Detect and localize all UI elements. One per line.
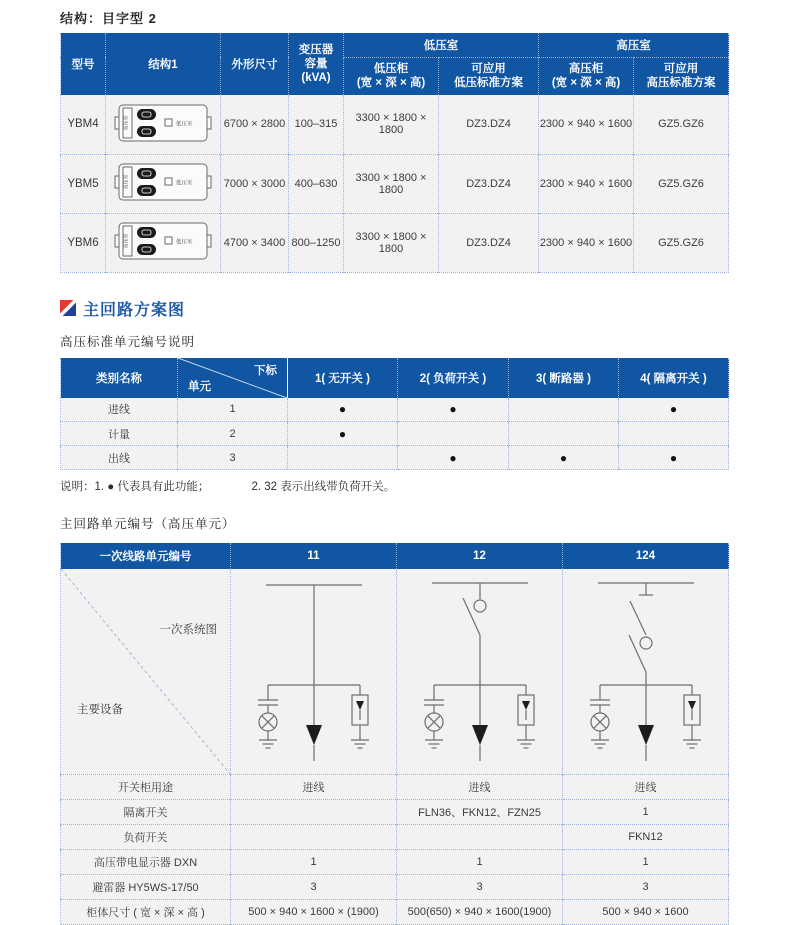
function-dot: ● [619,446,729,470]
col-header-lv-scheme [439,57,539,95]
hv-scheme-line2: 高压标准方案 [646,77,716,90]
capacity-line1: 变压器 [298,44,334,56]
category-value: 计量 [61,422,178,446]
col-header-unit-11: 11 [231,543,397,569]
one-line-diagram-12 [397,569,563,775]
function-dot: ● [398,398,509,422]
capacity-value: 100–315 [289,95,344,154]
structure-label-hv: 高压室 [123,174,130,190]
col-header-unit-12: 12 [397,543,563,569]
substation-topview-icon [113,160,213,204]
row-label: 负荷开关 [61,825,231,850]
cell-value: 1 [563,850,729,875]
hv-cabinet-line1: 高压柜 [568,63,604,76]
col-header-dimensions: 外形尺寸 [221,33,289,95]
lv-scheme-value: DZ3.DZ4 [439,154,539,213]
cell-value: 进线 [397,775,563,800]
hv-cabinet-value: 2300 × 940 × 1600 [539,213,634,272]
hv-cabinet-line2: (宽 × 深 × 高) [551,77,621,90]
table-row [61,775,729,800]
row-label: 开关柜用途 [61,775,231,800]
cell-value: 3 [231,875,397,900]
cell-value: 1 [397,850,563,875]
function-dot: ● [398,446,509,470]
section-title: 主回路方案图 [83,301,186,319]
function-dot [619,422,729,446]
capacity-value: 800–1250 [289,213,344,272]
function-dot: ● [288,422,398,446]
hv-scheme-value: GZ5.GZ6 [634,95,729,154]
cell-value: 1 [563,800,729,825]
cell-value: 3 [563,875,729,900]
unit-number: 3 [178,446,288,470]
row-label: 高压带电显示器 DXN [61,850,231,875]
unit-number: 1 [178,398,288,422]
cell-value [231,800,397,825]
dimensions-value: 7000 × 3000 [221,154,289,213]
lv-cabinet-line2: (宽 × 深 × 高) [356,77,426,90]
col-header-capacity [289,33,344,95]
dimensions-value: 6700 × 2800 [221,95,289,154]
hv-scheme-value: GZ5.GZ6 [634,213,729,272]
table-row [61,398,729,422]
label-main-equipment: 主要设备 [77,704,123,716]
diagonal-header-cell [178,358,288,398]
diagonal-label-unit: 单元 [188,380,211,393]
diagram-row [61,569,729,775]
label-system-diagram: 一次系统图 [159,624,217,636]
cell-value [231,825,397,850]
hv-scheme-line1: 可应用 [663,63,699,76]
cell-value: FKN12 [563,825,729,850]
dimensions-value: 4700 × 3400 [221,213,289,272]
cell-value: 进线 [563,775,729,800]
structure-diagram-cell [106,154,221,213]
col-header-hv-cabinet [539,57,634,95]
function-dot: ● [619,398,729,422]
col-header-structure: 结构1 [106,33,221,95]
table-row [61,154,729,213]
row-label: 柜体尺寸 ( 宽 × 深 × 高 ) [61,900,231,925]
unit-number: 2 [178,422,288,446]
capacity-value: 400–630 [289,154,344,213]
cell-value: 1 [231,850,397,875]
table-row [61,825,729,850]
capacity-line3: (kVA) [301,72,331,84]
circuit-diagram-124-icon [563,569,729,771]
cell-value: FLN36、FKN12、FZN25 [397,800,563,825]
model-spec-table [60,33,729,273]
cell-value: 500 × 940 × 1600 × (1900) [231,900,397,925]
note-item-1: 说明：1. ● 代表具有此功能； [60,481,210,493]
col-header-lv-cabinet [344,57,439,95]
notes-line [60,478,728,494]
table-row [61,446,729,470]
structure-label-lv: 低压室 [176,239,193,246]
one-line-diagram-124 [563,569,729,775]
group-header-lv-room: 低压室 [344,33,539,57]
hv-numbering-heading: 高压标准单元编号说明 [60,334,196,349]
capacity-line2: 容量 [304,58,328,70]
cell-value: 500 × 940 × 1600 [563,900,729,925]
structure-diagram-cell [106,95,221,154]
table-row [61,800,729,825]
category-value: 出线 [61,446,178,470]
col-header-breaker: 3( 断路器 ) [509,358,619,398]
table-row [61,213,729,272]
structure-label-lv: 低压室 [176,121,193,128]
cell-value: 500(650) × 940 × 1600(1900) [397,900,563,925]
lv-scheme-line2: 低压标准方案 [454,77,523,90]
one-line-diagram-11 [231,569,397,775]
section-marker-icon [60,300,76,316]
lv-cabinet-value: 3300 × 1800 × 1800 [344,213,439,272]
section-header [60,297,728,320]
diagonal-label-subscript: 下标 [254,364,277,377]
function-dot [288,446,398,470]
lv-scheme-value: DZ3.DZ4 [439,95,539,154]
note-item-2: 2. 32 表示出线带负荷开关。 [251,481,396,493]
structure-heading: 结构：目字型 2 [60,11,157,26]
diagram-corner-cell [61,569,231,775]
row-label: 避雷器 HY5WS-17/50 [61,875,231,900]
table-row [61,850,729,875]
substation-topview-icon [113,101,213,145]
circuit-heading: 主回路单元编号（高压单元） [60,517,236,531]
diagonal-divider [61,569,230,774]
circuit-unit-table [60,543,729,925]
hv-cabinet-value: 2300 × 940 × 1600 [539,154,634,213]
function-dot [509,398,619,422]
col-header-no-switch: 1( 无开关 ) [288,358,398,398]
model-name: YBM5 [61,154,106,213]
hv-cabinet-value: 2300 × 940 × 1600 [539,95,634,154]
function-dot: ● [288,398,398,422]
substation-topview-icon [113,219,213,263]
model-name: YBM6 [61,213,106,272]
structure-label-hv: 高压室 [123,115,130,131]
col-header-unit-124: 124 [563,543,729,569]
function-dot: ● [509,446,619,470]
col-header-isolator: 4( 隔离开关 ) [619,358,729,398]
lv-cabinet-value: 3300 × 1800 × 1800 [344,154,439,213]
col-header-load-switch: 2( 负荷开关 ) [398,358,509,398]
unit-numbering-table [60,358,729,471]
col-header-unit-number: 一次线路单元编号 [61,543,231,569]
function-dot [509,422,619,446]
table-row [61,95,729,154]
category-value: 进线 [61,398,178,422]
group-header-hv-room: 高压室 [539,33,729,57]
lv-cabinet-value: 3300 × 1800 × 1800 [344,95,439,154]
table-row [61,422,729,446]
col-header-model: 型号 [61,33,106,95]
col-header-category: 类别名称 [61,358,178,398]
circuit-diagram-12-icon [397,569,563,771]
lv-scheme-value: DZ3.DZ4 [439,213,539,272]
col-header-hv-scheme [634,57,729,95]
cell-value: 进线 [231,775,397,800]
cell-value [397,825,563,850]
row-label: 隔离开关 [61,800,231,825]
model-name: YBM4 [61,95,106,154]
structure-diagram-cell [106,213,221,272]
lv-cabinet-line1: 低压柜 [373,63,409,76]
lv-scheme-line1: 可应用 [471,63,506,76]
table-row [61,900,729,925]
table-row [61,875,729,900]
structure-label-lv: 低压室 [176,180,193,187]
function-dot [398,422,509,446]
hv-scheme-value: GZ5.GZ6 [634,154,729,213]
circuit-diagram-11-icon [231,569,397,771]
cell-value: 3 [397,875,563,900]
structure-label-hv: 高压室 [123,233,130,249]
